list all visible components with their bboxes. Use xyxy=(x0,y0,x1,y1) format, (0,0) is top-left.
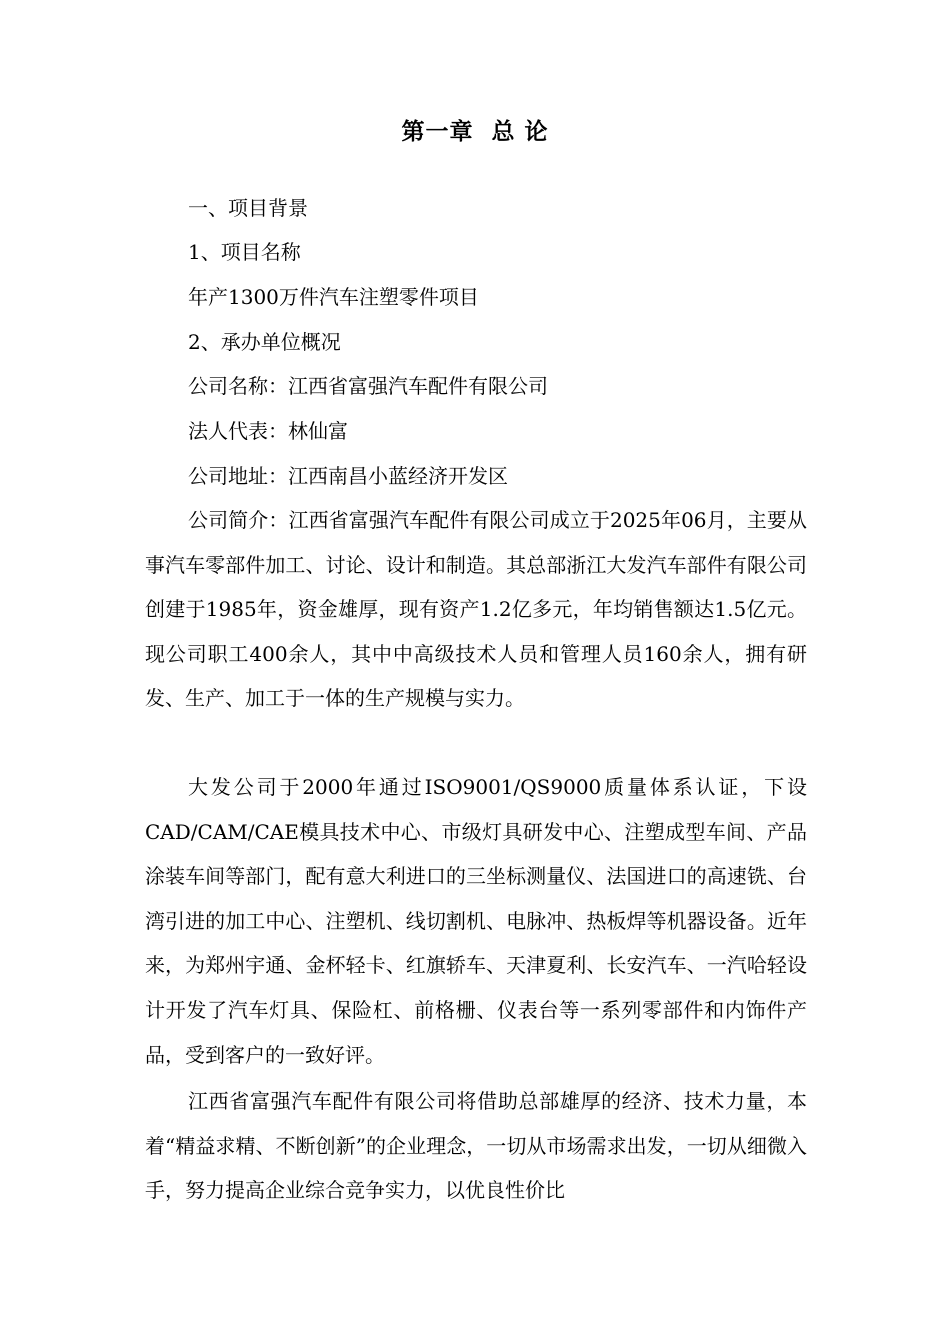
chapter-title: 第一章 总 论 xyxy=(401,118,549,145)
project-name-text: 年产1300万件汽车注塑零件项目 xyxy=(188,285,479,309)
section-heading: 一、项目背景 xyxy=(188,196,308,220)
paragraph-strategy: 江西省富强汽车配件有限公司将借助总部雄厚的经济、技术力量，本着“精益求精、不断创新”的企业理念，一切从市场需求出发，一切从细微入手，努力提高企业综合竞争实力，以优良性价比 xyxy=(145,1089,807,1203)
legal-representative-line: 法人代表：林仙富 xyxy=(188,419,348,443)
paragraph-dafa-company: 大发公司于2000年通过ISO9001/QS9000质量体系认证，下设CAD/CAM/CAE模具技术中心、市级灯具研发中心、注塑成型车间、产品涂装车间等部门，配有意大利进口的三坐标测量仪、法国进口的高速铣、台湾引进的加工中心、注塑机、线切割机、电脉冲、热板焊等机器设备。近年来，为郑州宇通、金杯轻卡、红旗轿车、天津夏利、长安汽车、一汽哈轻设计开发了汽车灯具、保险杠、前格栅、仪表台等一系列零部件和内饰件产品，受到客户的一致好评。 xyxy=(145,775,807,1067)
paragraph-company-intro: 公司简介：江西省富强汽车配件有限公司成立于2025年06月，主要从事汽车零部件加工、讨论、设计和制造。其总部浙江大发汽车部件有限公司创建于1985年，资金雄厚，现有资产1.2亿多元，年均销售额达1.5亿元。现公司职工400余人，其中中高级技术人员和管理人员160余人，拥有研发、生产、加工于一体的生产规模与实力。 xyxy=(145,508,807,711)
company-address-line: 公司地址：江西南昌小蓝经济开发区 xyxy=(188,464,508,488)
company-name-line: 公司名称：江西省富强汽车配件有限公司 xyxy=(188,374,548,398)
item-heading-project-name: 1、项目名称 xyxy=(188,240,301,264)
item-heading-company-overview: 2、承办单位概况 xyxy=(188,330,341,354)
